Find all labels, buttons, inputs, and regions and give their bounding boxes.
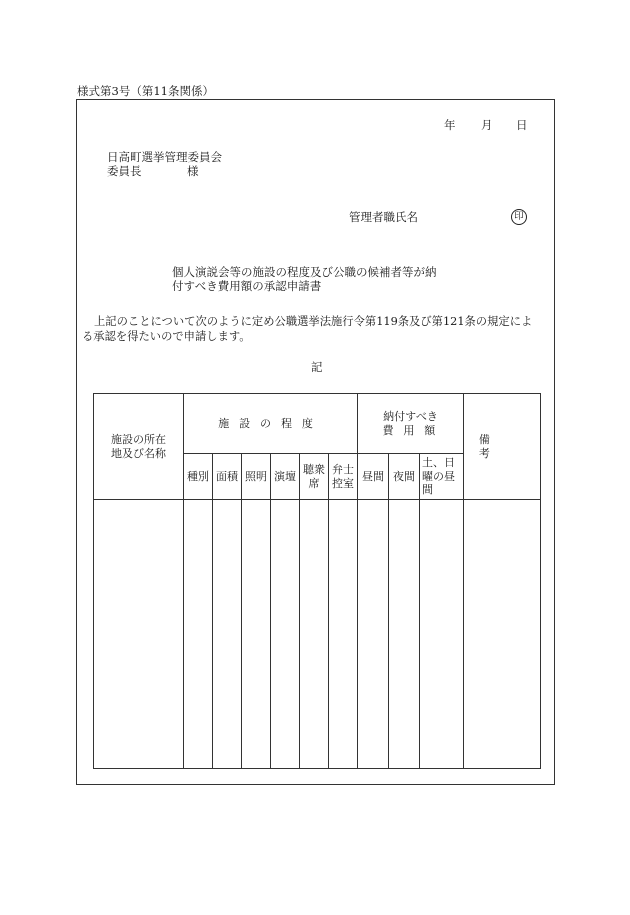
col-audience-seats: 聴衆席 [300, 454, 329, 500]
facility-header [184, 394, 358, 454]
remarks-header-label: 備考 [478, 432, 526, 460]
col-night: 夜間 [389, 454, 420, 500]
col-type: 種別 [184, 454, 213, 500]
entry-remarks[interactable] [464, 500, 541, 769]
entry-podium[interactable] [271, 500, 300, 769]
date-year-label: 年 [444, 118, 456, 132]
date-month-label: 月 [481, 118, 493, 132]
addressee-title: 委員長 [107, 164, 142, 178]
ki-heading: 記 [311, 360, 323, 374]
entry-type[interactable] [184, 500, 213, 769]
entry-weekend-daytime[interactable] [420, 500, 464, 769]
addressee-honorific: 様 [187, 164, 199, 178]
fee-table [93, 393, 541, 769]
addressee-org: 日高町選挙管理委員会 [107, 150, 222, 164]
fee-header-line-1: 納付すべき [383, 409, 438, 423]
entry-location[interactable] [94, 500, 184, 769]
col-speaker-room: 弁士控室 [329, 454, 358, 500]
col-daytime: 昼間 [358, 454, 389, 500]
body-line-1: 上記のことについて次のように定め公職選挙法施行令第119条及び第121条の規定によ [94, 315, 533, 328]
body-line-2: る承認を得たいので申請します。 [82, 330, 251, 343]
col-area: 面積 [213, 454, 242, 500]
col-lighting: 照明 [242, 454, 271, 500]
entry-daytime[interactable] [358, 500, 389, 769]
entry-area[interactable] [213, 500, 242, 769]
entry-night[interactable] [389, 500, 420, 769]
form-number: 様式第3号（第11条関係） [77, 84, 214, 98]
col-podium: 演壇 [271, 454, 300, 500]
seal-mark [511, 209, 527, 225]
seal-icon: 印 [511, 209, 527, 225]
applicant-label: 管理者職氏名 [349, 210, 418, 224]
entry-audience-seats[interactable] [300, 500, 329, 769]
col-weekend-daytime: 土、日曜の昼間 [420, 454, 464, 500]
remarks-header [464, 394, 541, 500]
entry-speaker-room[interactable] [329, 500, 358, 769]
entry-lighting[interactable] [242, 500, 271, 769]
subject-line-1: 個人演説会等の施設の程度及び公職の候補者等が納 [172, 265, 437, 279]
date-day-label: 日 [516, 118, 528, 132]
fee-header-line-2: 費用額 [382, 423, 446, 437]
facility-header-label: 施設の程度 [218, 416, 323, 430]
location-header: 施設の所在地及び名称 [94, 394, 184, 500]
subject-line-2: 付すべき費用額の承認申請書 [172, 279, 322, 293]
fee-header [358, 394, 464, 454]
